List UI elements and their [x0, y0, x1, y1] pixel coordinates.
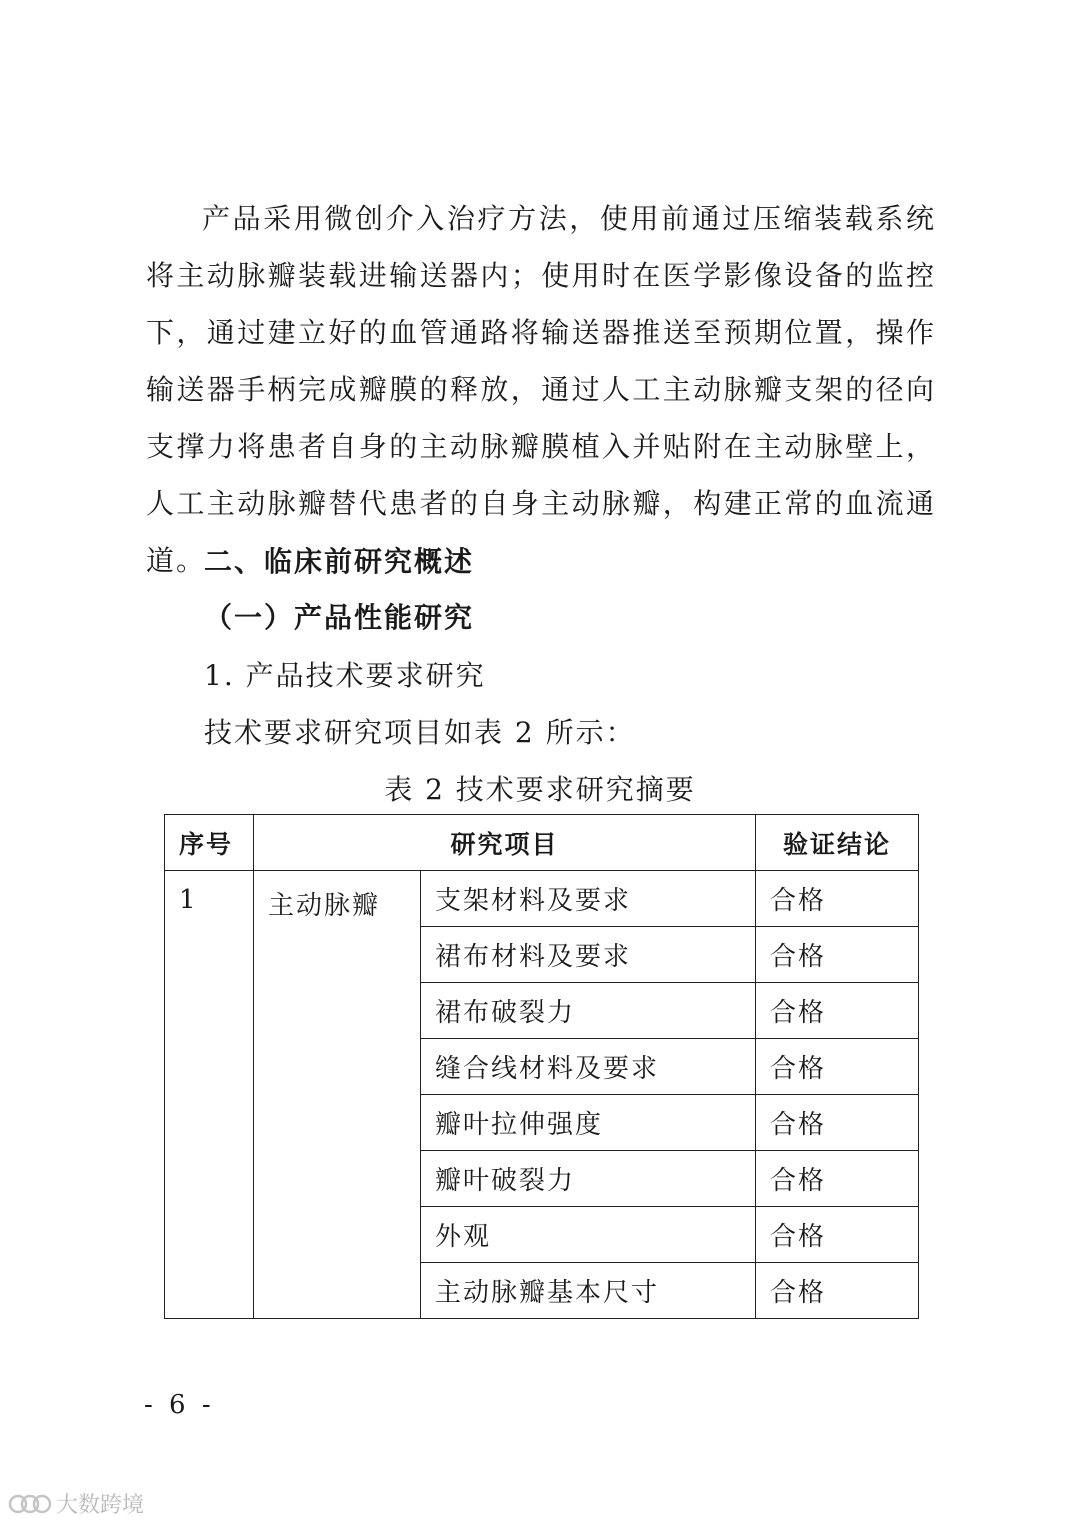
- group-name-cell: 主动脉瓣: [254, 871, 421, 1319]
- item-cell: 瓣叶拉伸强度: [421, 1095, 756, 1151]
- header-conclusion: 验证结论: [756, 815, 919, 871]
- watermark-logo-icon: [8, 1490, 52, 1518]
- subsection-heading: （一）产品性能研究: [204, 601, 475, 634]
- header-no: 序号: [165, 815, 254, 871]
- table-header-row: [165, 815, 919, 871]
- result-cell: 合格: [756, 1095, 919, 1151]
- item-cell: 主动脉瓣基本尺寸: [421, 1263, 756, 1319]
- result-cell: 合格: [756, 983, 919, 1039]
- intro-text: 技术要求研究项目如表 2 所示：: [204, 716, 636, 749]
- body-paragraph: 产品采用微创介入治疗方法，使用前通过压缩装载系统将主动脉瓣装载进输送器内；使用时在医学影像设备的监控下，通过建立好的血管通路将输送器推送至预期位置，操作输送器手柄完成瓣膜的释放，通过人工主动脉瓣支架的径向支撑力将患者自身的主动脉瓣膜植入并贴附在主动脉壁上，人工主动脉瓣替代患者的自身主动脉瓣，构建正常的血流通道。: [146, 202, 936, 577]
- item-heading: 1. 产品技术要求研究: [204, 659, 486, 692]
- group-no-cell: 1: [165, 871, 254, 1319]
- result-cell: 合格: [756, 871, 919, 927]
- item-cell: 支架材料及要求: [421, 871, 756, 927]
- header-item: 研究项目: [254, 815, 756, 871]
- watermark: [8, 1488, 144, 1519]
- watermark-text: 大数跨境: [56, 1493, 145, 1518]
- table-row: [165, 871, 919, 927]
- result-cell: 合格: [756, 927, 919, 983]
- item-cell: 裙布材料及要求: [421, 927, 756, 983]
- item-cell: 裙布破裂力: [421, 983, 756, 1039]
- page-number: - 6 -: [144, 1390, 215, 1420]
- result-cell: 合格: [756, 1151, 919, 1207]
- item-cell: 外观: [421, 1207, 756, 1263]
- requirements-table: [164, 814, 919, 1319]
- result-cell: 合格: [756, 1039, 919, 1095]
- item-cell: 瓣叶破裂力: [421, 1151, 756, 1207]
- section-heading: 二、临床前研究概述: [204, 545, 475, 578]
- table-caption: 表 2 技术要求研究摘要: [384, 773, 696, 806]
- result-cell: 合格: [756, 1207, 919, 1263]
- item-cell: 缝合线材料及要求: [421, 1039, 756, 1095]
- result-cell: 合格: [756, 1263, 919, 1319]
